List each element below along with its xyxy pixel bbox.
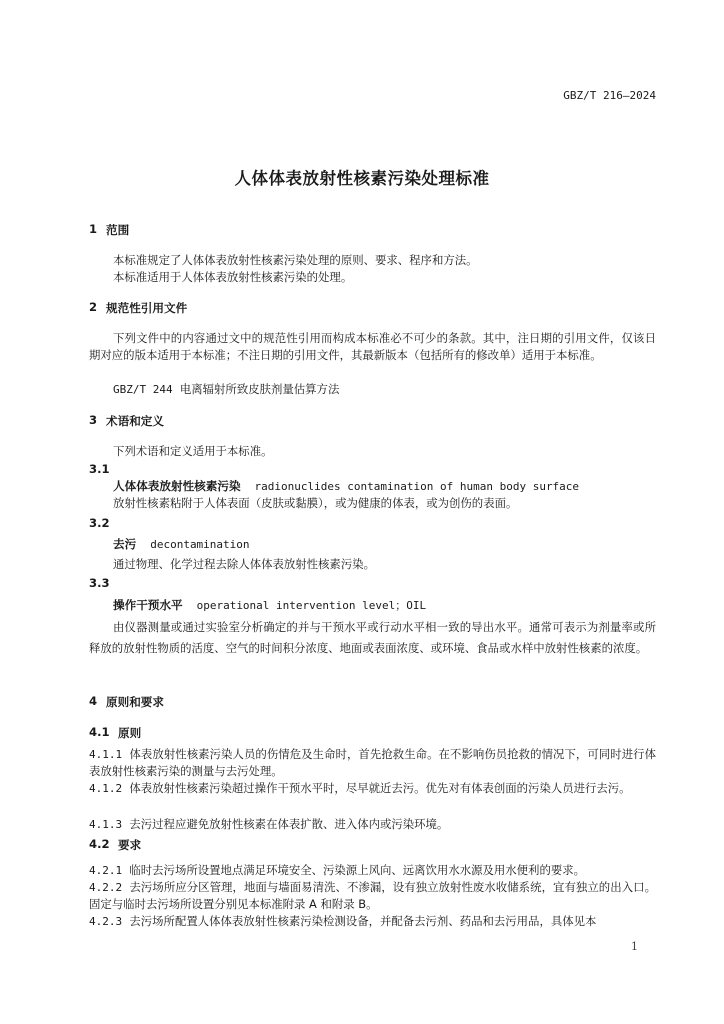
term-chinese: 人体体表放射性核素污染 xyxy=(113,479,241,493)
section-1-number: 1 xyxy=(89,222,98,236)
clause-text: 去污场所应分区管理，地面与墙面易清洗、不渗漏，设有独立放射性废水收储系统，宜有独立的出入口。固定与临时去污场所设置分别见本标准附录 A 和附录 B。 xyxy=(89,880,656,911)
section-1-heading: 范围 xyxy=(106,223,130,237)
section-3-heading: 术语和定义 xyxy=(106,414,164,428)
term-definition: 放射性核素粘附于人体表面（皮肤或黏膜），或为健康的体表，或为创伤的表面。 xyxy=(113,496,518,510)
term-chinese: 操作干预水平 xyxy=(113,598,183,612)
standard-number: GBZ/T 216—2024 xyxy=(563,89,656,102)
term-number: 3.3 xyxy=(89,576,110,590)
section-2-number: 2 xyxy=(89,300,98,314)
term-definition: 由仪器测量或通过实验室分析确定的并与干预水平或行动水平相一致的导出水平。通常可表示为剂量率或所释放的放射性物质的活度、空气的时间积分浓度、地面或表面浓度、或环境、食品或水样中放射性核素的浓度。 xyxy=(89,620,656,655)
term-entry xyxy=(113,478,593,495)
term-number: 3.1 xyxy=(89,462,110,476)
term-entry xyxy=(113,536,264,553)
section-3-number: 3 xyxy=(89,413,98,427)
clause-number: 4.1.1 xyxy=(89,748,123,761)
s3-intro: 下列术语和定义适用于本标准。 xyxy=(113,444,273,458)
document-title: 人体体表放射性核素污染处理标准 xyxy=(234,169,490,188)
clause-number: 4.1.3 xyxy=(89,818,123,831)
clause-text: 临时去污场所设置地点满足环境安全、污染源上风向、远离饮用水水源及用水便利的要求。 xyxy=(129,863,586,877)
clause-4-1-1 xyxy=(89,746,656,780)
subsection-4-1-heading: 原则 xyxy=(118,726,142,740)
section-4-number: 4 xyxy=(89,694,98,708)
normative-reference xyxy=(113,381,339,398)
clause-4-2-3 xyxy=(89,913,596,930)
s1-paragraph-1: 本标准规定了人体体表放射性核素污染处理的原则、要求、程序和方法。 xyxy=(113,253,478,267)
term-english: radionuclides contamination of human body surface xyxy=(254,480,580,493)
clause-4-1-3 xyxy=(89,816,448,833)
term-entry xyxy=(113,597,440,614)
s2-paragraph-1: 下列文件中的内容通过文中的规范性引用而构成本标准必不可少的条款。其中，注日期的引用文件，仅该日期对应的版本适用于本标准；不注日期的引用文件，其最新版本（包括所有的修改单）适用于本标准。 xyxy=(89,331,656,362)
clause-text: 去污过程应避免放射性核素在体表扩散、进入体内或污染环境。 xyxy=(129,817,449,831)
section-4-heading: 原则和要求 xyxy=(106,695,164,709)
clause-text: 体表放射性核素污染人员的伤情危及生命时，首先抢救生命。在不影响伤员抢救的情况下，可同时进行体表放射性核素污染的测量与去污处理。 xyxy=(89,747,656,778)
subsection-4-2-heading: 要求 xyxy=(118,838,142,852)
term-english: operational intervention level；OIL xyxy=(196,599,427,612)
reference-code: GBZ/T 244 xyxy=(113,383,173,396)
term-chinese: 去污 xyxy=(113,537,137,551)
clause-4-1-2 xyxy=(89,780,656,797)
clause-text: 体表放射性核素污染超过操作干预水平时，尽早就近去污。优先对有体表创面的污染人员进行去污。 xyxy=(129,781,631,795)
clause-number: 4.2.3 xyxy=(89,915,123,928)
clause-number: 4.2.1 xyxy=(89,864,123,877)
reference-title: 电离辐射所致皮肤剂量估算方法 xyxy=(179,382,340,396)
subsection-4-2-number: 4.2 xyxy=(89,837,110,851)
section-2-heading: 规范性引用文件 xyxy=(106,301,188,315)
clause-text: 去污场所配置人体体表放射性核素污染检测设备，并配备去污剂、药品和去污用品，具体见本 xyxy=(129,914,597,928)
clause-number: 4.1.2 xyxy=(89,782,123,795)
term-number: 3.2 xyxy=(89,516,110,530)
term-english: decontamination xyxy=(150,538,250,551)
term-definition: 通过物理、化学过程去除人体体表放射性核素污染。 xyxy=(113,557,375,571)
clause-number: 4.2.2 xyxy=(89,881,123,894)
page-number: 1 xyxy=(631,940,638,953)
clause-4-2-1 xyxy=(89,862,585,879)
s1-paragraph-2: 本标准适用于人体体表放射性核素污染的处理。 xyxy=(113,270,353,284)
clause-4-2-2 xyxy=(89,879,656,913)
subsection-4-1-number: 4.1 xyxy=(89,725,110,739)
